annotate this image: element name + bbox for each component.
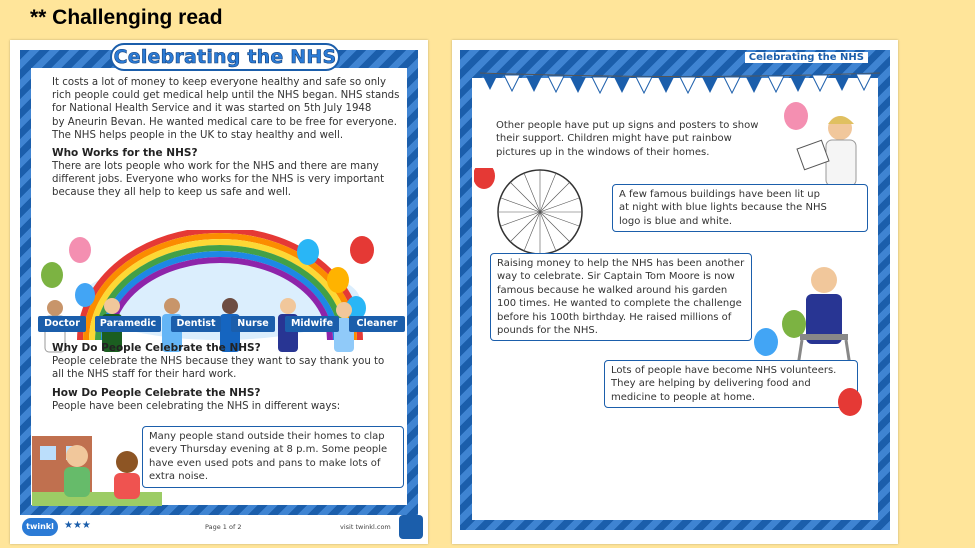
clapping-callout bbox=[142, 426, 404, 488]
text-line: logo is blue and white. bbox=[619, 215, 733, 227]
how-paragraph: People have been celebrating the NHS in different ways: bbox=[52, 401, 341, 412]
text-line: different jobs. Everyone who works for the NHS is very important bbox=[52, 174, 385, 186]
text-line: for National Health Service and it was started on 5th July 1948 bbox=[52, 103, 372, 115]
text-line: pounds for the NHS. bbox=[497, 325, 598, 337]
buildings-callout bbox=[612, 184, 868, 232]
who-paragraph bbox=[52, 160, 384, 200]
text-line: their support. Children might have put rainbow bbox=[496, 133, 732, 145]
website-link[interactable]: visit twinkl.com bbox=[340, 523, 391, 531]
london-eye-icon bbox=[474, 168, 604, 256]
captain-tom-icon bbox=[732, 258, 872, 368]
intro-paragraph bbox=[52, 76, 399, 142]
page-title: Celebrating the NHS bbox=[745, 52, 868, 63]
page-title: Celebrating the NHS bbox=[110, 43, 340, 71]
text-line: extra noise. bbox=[149, 471, 209, 483]
quality-badge-icon bbox=[399, 515, 423, 539]
child-with-poster-icon bbox=[782, 98, 872, 190]
text-line: all the NHS staff for their hard work. bbox=[52, 369, 237, 381]
text-line: because they all help to keep us safe and well. bbox=[52, 187, 292, 199]
document-page-1 bbox=[10, 40, 428, 544]
job-label-nurse: Nurse bbox=[231, 316, 275, 332]
text-line: famous because he walked around his garden bbox=[497, 284, 728, 296]
difficulty-stars: ★★★ bbox=[64, 520, 91, 531]
slide-heading: ** Challenging read bbox=[30, 6, 223, 29]
job-label-doctor: Doctor bbox=[38, 316, 86, 332]
text-line: medicine to people at home. bbox=[611, 391, 756, 403]
red-balloon-icon bbox=[836, 388, 866, 422]
volunteers-callout bbox=[604, 360, 858, 408]
job-label-midwife: Midwife bbox=[285, 316, 339, 332]
text-line: pictures up in the windows of their homes. bbox=[496, 146, 710, 158]
text-line: The NHS helps people in the UK to stay healthy and well. bbox=[52, 129, 344, 141]
text-line: Other people have put up signs and posters to show bbox=[496, 120, 759, 131]
bunting-icon bbox=[480, 70, 880, 100]
text-line: Many people stand outside their homes to clap bbox=[149, 431, 385, 442]
text-line: There are lots people who work for the NHS and there are many bbox=[52, 161, 379, 172]
text-line: Raising money to help the NHS has been another bbox=[497, 258, 745, 269]
text-line: rich people could get medical help until the NHS began. NHS stands bbox=[52, 90, 400, 102]
text-line: People celebrate the NHS because they want to say thank you to bbox=[52, 356, 385, 367]
job-label-dentist: Dentist bbox=[171, 316, 221, 332]
job-labels bbox=[34, 316, 414, 332]
document-page-2 bbox=[452, 40, 898, 544]
posters-callout bbox=[490, 116, 786, 162]
section-heading-how: How Do People Celebrate the NHS? bbox=[52, 387, 261, 399]
text-line: have even used pots and pans to make lots of bbox=[149, 457, 381, 469]
job-label-paramedic: Paramedic bbox=[95, 316, 161, 332]
text-line: Lots of people have become NHS volunteers. bbox=[611, 365, 837, 376]
job-label-cleaner: Cleaner bbox=[349, 316, 405, 332]
twinkl-logo: twinkl bbox=[22, 518, 58, 536]
text-line: every Thursday evening at 8 p.m. Some people bbox=[149, 444, 388, 456]
text-line: 100 times. He wanted to complete the challenge bbox=[497, 298, 742, 310]
why-paragraph bbox=[52, 355, 384, 381]
rainbow-icon bbox=[40, 230, 400, 360]
text-line: before his 100th birthday. He raised millions of bbox=[497, 311, 732, 323]
text-line: They are helping by delivering food and bbox=[611, 378, 811, 390]
text-line: by Aneurin Bevan. He wanted medical care to be free for everyone. bbox=[52, 116, 397, 128]
section-heading-why: Why Do People Celebrate the NHS? bbox=[52, 342, 261, 354]
section-heading-who: Who Works for the NHS? bbox=[52, 147, 198, 159]
rainbow-illustration bbox=[40, 230, 400, 360]
text-line: It costs a lot of money to keep everyone healthy and safe so only bbox=[52, 77, 387, 88]
page-number: Page 1 of 2 bbox=[205, 523, 242, 531]
fundraising-callout bbox=[490, 253, 752, 341]
text-line: at night with blue lights because the NHS bbox=[619, 202, 827, 214]
text-line: A few famous buildings have been lit up bbox=[619, 189, 820, 200]
text-line: way to celebrate. Sir Captain Tom Moore is now bbox=[497, 271, 735, 283]
